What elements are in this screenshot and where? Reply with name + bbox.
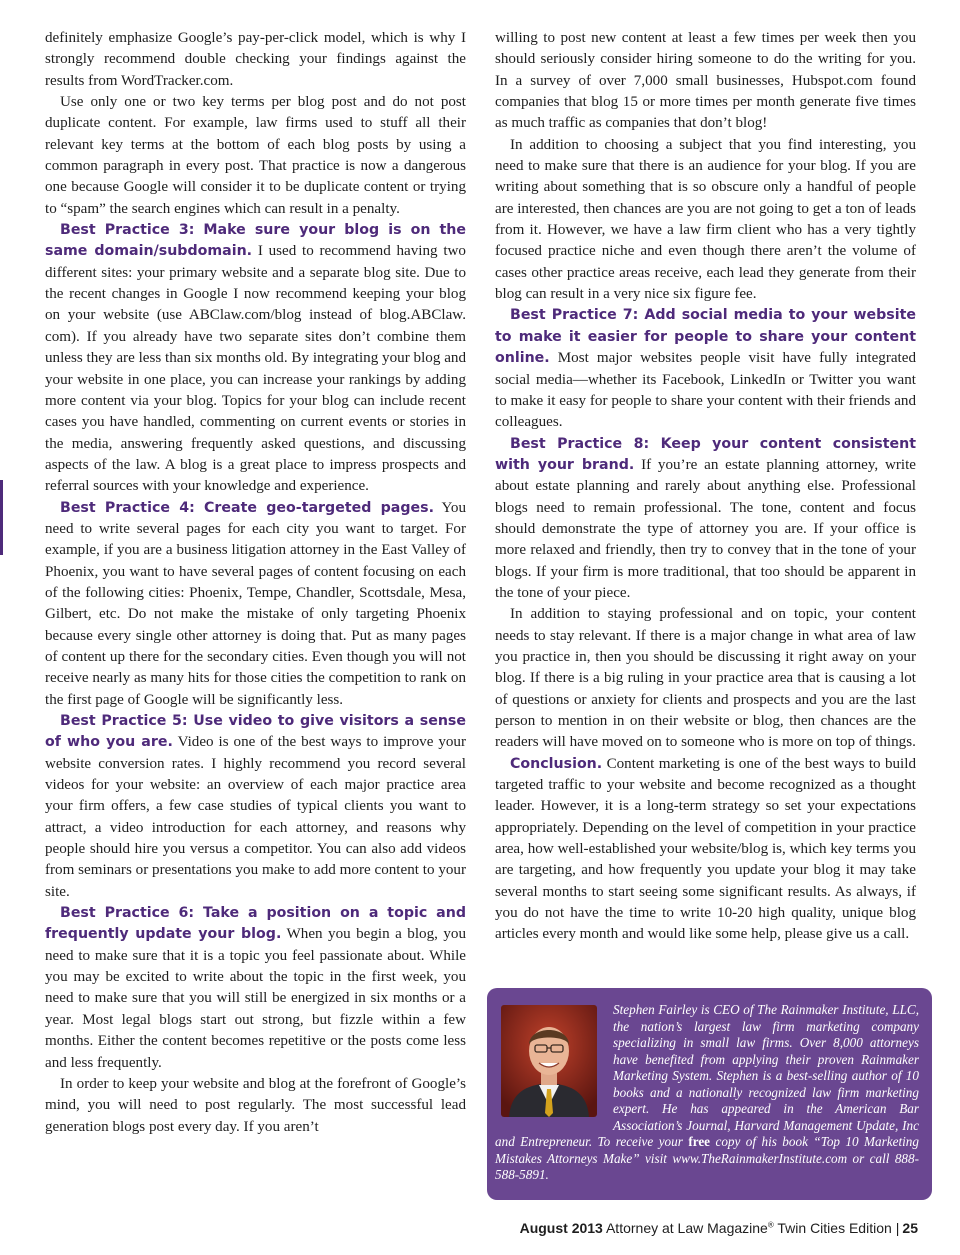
registered-mark: ®	[767, 1220, 774, 1230]
best-practice-4	[45, 498, 466, 711]
best-practice-8-text: If you’re an estate planning attorney, write about estate planning and rarely about anything else. Professional blogs need to remain professional. The tone, content and focus should demonstrate the type of attorney you are. If your office is more relaxed and friendly, then try to convey that in the tone of your blogs. If your firm is more traditional, that too should be apparent in the tone of your piece.	[495, 456, 917, 601]
best-practice-7	[495, 305, 916, 433]
best-practice-5-heading: Best Practice 5: Use video to give visitors a sense of who you are.	[45, 713, 466, 751]
author-bio-text	[495, 1002, 919, 1184]
conclusion-heading: Conclusion.	[510, 755, 603, 772]
best-practice-4-text: You need to write several pages for each city you want to target. For example, if you are a business litigation attorney in the East Valley of Phoenix, you want to have several pages of content focusing on each of the following cities: Phoenix, Tempe, Chandler, Scottsdale, Mesa, Gilbert, etc. Do not make the mistake of only targeting Phoenix because every single other attorney is doing that. Put as many pages of content up there for the secondary cities. Even though you will not receive nearly as many hits for those cities the competition to rank on the first page of Google will be significantly less.	[45, 499, 466, 708]
best-practice-8	[495, 434, 916, 605]
bio-text-a: Stephen Fairley is CEO of The Rainmaker Institute, LLC, the nation’s largest law firm marketing company specializing in small law firms. Over 8,000 attorneys have benefited from applying their proven Rainmaker Marketing System. Stephen is a best-selling author of 10 books and a nationally recognized law firm marketing expert. He has appeared in the American Bar Association’s Journal, Harvard Management Update, Inc and Entrepreneur. To receive your	[495, 1002, 919, 1149]
best-practice-4-heading: Best Practice 4: Create geo-targeted pages.	[60, 499, 434, 516]
paragraph: In order to keep your website and blog at the forefront of Google’s mind, you will need to post regularly. The most successful lead generation blogs post every day. If you aren’t	[45, 1075, 466, 1135]
best-practice-6	[45, 903, 466, 1074]
author-bio-box	[487, 988, 932, 1200]
margin-accent-bar	[0, 480, 3, 555]
paragraph: definitely emphasize Google’s pay-per-click model, which is why I strongly recommend double checking your findings against the results from WordTracker.com.	[45, 30, 466, 89]
footer-separator: |	[895, 1220, 900, 1236]
bio-text-b: copy of his book “Top 10 Marketing Mistakes Attorneys Make” visit www.TheRainmakerInstitute.com or call 888-588-5891.	[495, 1134, 919, 1182]
paragraph: In addition to staying professional and on topic, your content needs to stay relevant. If there is a major change in what area of law you practice in, then you should be discussing it right away on your blog. If there is a big ruling in your practice area that is causing a lot of questions or anxiety for clients and prospects and you are the last person to mention in on their website or blog, then chances are the readers will have moved on to someone who is more on top of things.	[495, 606, 916, 751]
best-practice-6-text: When you begin a blog, you need to make sure that it is a topic you feel passionate about. While you may be excited to write about the topic in the first week, you need to make sure that you will still be energized in six months or a year. Most legal blogs start out strong, but fizzle within a few months. Either the content becomes repetitive or the posts come less and less frequently.	[45, 926, 466, 1071]
best-practice-3	[45, 220, 466, 497]
best-practice-6-heading: Best Practice 6: Take a position on a topic and frequently update your blog.	[45, 905, 466, 943]
page-number: 25	[902, 1220, 918, 1236]
conclusion	[495, 754, 916, 946]
right-column	[495, 28, 916, 946]
paragraph: In addition to choosing a subject that you find interesting, you need to make sure that there is an audience for your blog. If you are writing about something that is so obscure only a handful of people are interested, then chances are you are not going to get a ton of leads from it. However, we have a law firm client who has a very tightly focused practice niche and even though there aren’t the volume of cases other practice areas receive, each lead they generate from their blog can result in a very nice six figure fee.	[495, 136, 916, 303]
best-practice-7-text: Most major websites people visit have fully integrated social media—whether its Facebook, LinkedIn or Twitter you want to make it easy for people to share your content with their friends and colleagues.	[495, 350, 916, 431]
bio-free-word: free	[688, 1134, 711, 1149]
footer-month: August 2013	[519, 1220, 603, 1236]
paragraph: willing to post new content at least a few times per week then you should seriously consider hiring someone to do the writing for you. In a survey of over 7,000 small businesses, Hubspot.com found companies that blog 15 or more times per month generate five times as much traffic as companies that don’t blog!	[495, 30, 916, 132]
page-footer	[520, 1220, 918, 1236]
paragraph: Use only one or two key terms per blog post and do not post duplicate content. For example, law firms used to stuff all their relevant key terms at the bottom of each blog posts by using a common paragraph in every post. That practice is now a dangerous one because Google will consider it to be duplicate content or trying to “spam” the search engines which can result in a penalty.	[45, 94, 466, 217]
best-practice-5-text: Video is one of the best ways to improve your website conversion rates. I highly recommend you record several videos for your website: an overview of each major practice area your firm offers, a few case studies of typical clients you want to attract, a video introduction for each attorney, and reasons why people should hire you versus a competitor. You can also add videos from seminars or presentations you make to add more content to your site.	[45, 734, 467, 900]
best-practice-5	[45, 711, 466, 903]
left-column	[45, 28, 466, 1138]
footer-publication: Attorney at Law Magazine	[605, 1220, 768, 1236]
footer-edition: Twin Cities Edition	[777, 1220, 892, 1236]
best-practice-3-text: I used to recommend having two different sites: your primary website and a separate blog site. Due to the recent changes in Google I now recommend keeping your blog on your website (use ABClaw.com/blog instead of blog.ABClaw. com). If you already have two separate sites don’t combine them unless they are less than six months old. By integrating your blog and your website in one place, you can increase your rankings by adding more content via your blog. Topics for your blog can include recent cases you have handled, commenting on current events or stories in the media, answering frequently asked questions, and discussing aspects of the law. A blog is a great place to impress prospects and referral sources with your knowledge and experience.	[45, 243, 466, 495]
best-practice-8-heading: Best Practice 8: Keep your content consistent with your brand.	[495, 435, 916, 473]
best-practice-7-heading: Best Practice 7: Add social media to your website to make it easier for people to share your content online.	[495, 307, 916, 367]
conclusion-text: Content marketing is one of the best ways to build targeted traffic to your website and become recognized as a thought leader. However, it is a long-term strategy so set your expectations appropriately. Depending on the level of competition in your practice area, how well-established your website/blog is, which key terms you are targeting, and how frequently you update your blog it may take several months to start seeing some significant results. As always, if you do not have the time to write 10-20 high quality, unique blog articles every month and would like some help, please give us a call.	[495, 755, 916, 943]
best-practice-3-heading: Best Practice 3: Make sure your blog is on the same domain/subdomain.	[45, 222, 466, 260]
